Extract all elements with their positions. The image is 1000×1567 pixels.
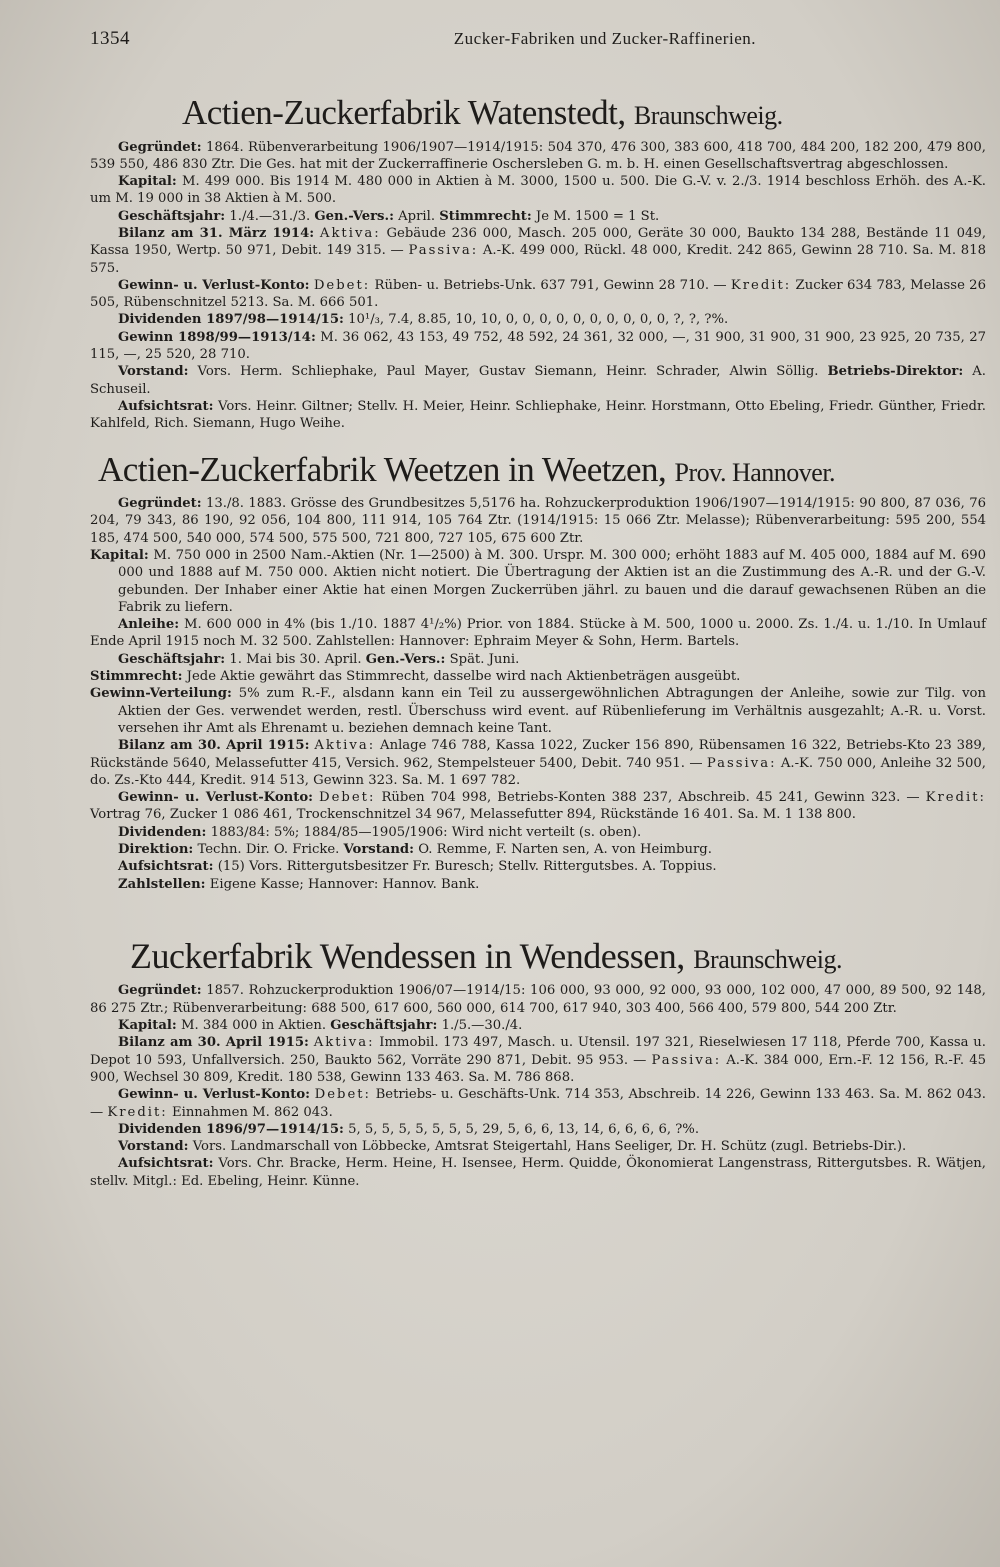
passiva-label: Passiva:	[706, 755, 777, 771]
entry-gewinn-verlust	[90, 789, 986, 824]
entry-text: Betriebs- u. Geschäfts-Unk. 714 353, Abschreib. 14 226, Gewinn 133 463. Sa. M. 862 043. —	[90, 1087, 986, 1120]
entry-text: 10¹/₃, 7.4, 8.85, 10, 10, 0, 0, 0, 0, 0, 0, 0, 0, 0, 0, ?, ?, ?%.	[348, 312, 729, 328]
entry-label: Dividenden 1897/98—1914/15:	[118, 312, 344, 328]
entry-label: Gegründet:	[118, 139, 202, 155]
entry-gewinn	[90, 329, 986, 364]
entry-text: M. 750 000 in 2500 Nam.-Aktien (Nr. 1—2500) à M. 300. Urspr. M. 300 000; erhöht 1883 auf M. 405 000, 1884 auf M. 690 000 und 1888 auf M. 750 000. Aktien nicht notiert. Die Übertragung der Aktien ist an die Zustimmung des A.-R. und der G.-V. gebunden. Der Inhaber einer Aktie hat einen Morgen Zuckerrüben jährl. zu bauen und die darauf gewachsenen Rüben an die Fabrik zu liefern.	[118, 547, 986, 615]
entry-text: 1883/84: 5%; 1884/85—1905/1906: Wird nicht verteilt (s. oben).	[210, 824, 642, 840]
entry-text: 1./5.—30./4.	[441, 1018, 523, 1034]
entry-stimmrecht	[90, 668, 986, 685]
entry-label: Bilanz am 31. März 1914:	[118, 225, 315, 241]
entry-text: 1./4.—31./3.	[229, 208, 311, 224]
entry-label: Geschäftsjahr:	[118, 208, 226, 224]
entry-text: Je M. 1500 = 1 St.	[535, 208, 660, 224]
entry-text: Eigene Kasse; Hannover: Hannov. Bank.	[209, 876, 480, 892]
entry-dividenden	[90, 824, 986, 841]
entry-text: O. Remme, F. Narten sen, A. von Heimburg.	[418, 841, 712, 857]
entry-aufsichtsrat	[90, 398, 986, 433]
entry-text: Spät. Juni.	[449, 651, 520, 667]
entry-text: Rüben 704 998, Betriebs-Konten 388 237, Abschreib. 45 241, Gewinn 323. —	[381, 790, 920, 806]
company-place: Braunschweig.	[693, 944, 842, 974]
entry-label: Vorstand:	[118, 364, 189, 380]
entry-gewinn-verteilung	[90, 685, 986, 737]
entry-kapital	[90, 1017, 986, 1034]
passiva-label: Passiva:	[408, 243, 479, 259]
entry-label: Gewinn- u. Verlust-Konto:	[118, 790, 313, 806]
company-name: Zuckerfabrik Wendessen in Wendessen,	[130, 935, 685, 976]
entry-label: Zahlstellen:	[118, 876, 206, 892]
entry-text: A.-K. 750 000, Anleihe 32 500, do. Zs.-Kto 444, Kredit. 914 513, Gewinn 323. Sa. M. 1 697 782.	[90, 755, 986, 788]
entry-label: Bilanz am 30. April 1915:	[118, 738, 310, 754]
entry-text: Zucker 634 783, Melasse 26 505, Rübenschnitzel 5213. Sa. M. 666 501.	[90, 277, 986, 311]
entry-label: Aufsichtsrat:	[118, 398, 214, 414]
entry-text: A. Schuseil.	[90, 364, 986, 397]
entry-text: 5, 5, 5, 5, 5, 5, 5, 5, 29, 5, 6, 6, 13, 14, 6, 6, 6, 6, ?%.	[348, 1121, 700, 1137]
debet-label: Debet:	[319, 790, 376, 806]
entry-text: Gebäude 236 000, Masch. 205 000, Geräte 30 000, Baukto 134 288, Bestände 11 049, Kassa 1950, Wertp. 50 971, Debit. 149 315. —	[90, 225, 987, 259]
entry-gewinn-verlust	[90, 277, 986, 312]
entry-direktion	[90, 841, 986, 858]
section-wendessen	[90, 982, 986, 1190]
entry-gegruendet	[90, 495, 986, 547]
entry-vorstand	[90, 363, 986, 398]
page-number: 1354	[90, 28, 130, 49]
entry-label: Gegründet:	[118, 496, 202, 512]
entry-gegruendet	[90, 139, 986, 174]
entry-anleihe	[90, 616, 986, 651]
entry-text: Einnahmen M. 862 043.	[171, 1104, 333, 1120]
entry-text: Immobil. 173 497, Masch. u. Utensil. 197 321, Rieselwiesen 17 118, Pferde 700, Kassa u. Depot 10 593, Unfallversich. 250, Baukto 562, Vorräte 290 871, Debit. 95 953. —	[90, 1035, 986, 1068]
entry-geschaeftsjahr	[90, 651, 986, 668]
section-weetzen	[90, 495, 986, 893]
entry-text: (15) Vors. Rittergutsbesitzer Fr. Buresch; Stellv. Rittergutsbes. A. Toppius.	[217, 859, 717, 875]
entry-text: Rüben- u. Betriebs-Unk. 637 791, Gewinn 28 710. —	[374, 277, 727, 293]
entry-label: Gen.-Vers.:	[314, 208, 394, 224]
entry-bilanz	[90, 1034, 986, 1086]
entry-label: Anleihe:	[118, 617, 180, 633]
debet-label: Debet:	[313, 277, 371, 293]
entry-text: 1. Mai bis 30. April.	[229, 651, 362, 667]
entry-label: Gewinn-Verteilung:	[90, 686, 232, 702]
entry-label: Gen.-Vers.:	[365, 651, 446, 667]
entry-text: 1864. Rübenverarbeitung 1906/1907—1914/1915: 504 370, 476 300, 383 600, 418 700, 484 200, 182 200, 479 800, 539 550, 486 830 Ztr. Die Ges. hat mit der Zuckerraffinerie Oschersleben G. m. b. H. einen Gesellschaftsvertrag abgeschlossen.	[90, 139, 986, 172]
entry-text: April.	[398, 208, 436, 224]
running-title: Zucker-Fabriken und Zucker-Raffinerien.	[453, 29, 756, 48]
entry-label: Kapital:	[118, 174, 177, 190]
entry-label: Geschäftsjahr:	[118, 651, 226, 667]
entry-label: Gewinn- u. Verlust-Konto:	[118, 277, 310, 293]
entry-kapital	[90, 547, 986, 616]
kredit-label: Kredit:	[730, 277, 792, 293]
entry-kapital	[90, 173, 986, 208]
entry-label: Aufsichtsrat:	[118, 1156, 214, 1172]
entry-text: M. 600 000 in 4% (bis 1./10. 1887 4¹/₂%) Prior. von 1884. Stücke à M. 500, 1000 u. 2000. Zs. 1./4. u. 1./10. In Umlauf Ende April 1915 noch M. 32 500. Zahlstellen: Hannover: Ephraim Meyer & Sohn, Herm. Bartels.	[90, 617, 986, 650]
entry-label: Betriebs-Direktor:	[827, 364, 964, 380]
section-title-wendessen	[130, 937, 986, 977]
entry-vorstand	[90, 1138, 986, 1155]
entry-text: Vors. Landmarschall von Löbbecke, Amtsrat Steigertahl, Hans Seeliger, Dr. H. Schütz (zugl. Betriebs-Dir.).	[192, 1139, 907, 1155]
section-watenstedt	[90, 139, 986, 433]
entry-text: Vors. Chr. Bracke, Herm. Heine, H. Isensee, Herm. Quidde, Ökonomierat Langenstrass, Rittergutsbes. R. Wätjen, stellv. Mitgl.: Ed. Ebeling, Heinr. Künne.	[90, 1156, 986, 1189]
running-header	[90, 28, 756, 50]
entry-label: Direktion:	[118, 841, 194, 857]
entry-label: Vorstand:	[118, 1139, 189, 1155]
entry-aufsichtsrat	[90, 1155, 986, 1190]
entry-bilanz	[90, 737, 986, 789]
entry-label: Bilanz am 30. April 1915:	[118, 1035, 309, 1051]
entry-label: Stimmrecht:	[90, 669, 183, 685]
kredit-label: Kredit:	[925, 790, 986, 806]
entry-text: M. 384 000 in Aktien.	[180, 1018, 327, 1034]
entry-gegruendet	[90, 982, 986, 1017]
entry-gewinn-verlust	[90, 1086, 986, 1121]
entry-text: Jede Aktie gewährt das Stimmrecht, dasselbe wird nach Aktienbeträgen ausgeübt.	[186, 669, 741, 685]
entry-label: Dividenden 1896/97—1914/15:	[118, 1121, 344, 1137]
company-name: Actien-Zuckerfabrik Weetzen in Weetzen,	[98, 449, 667, 489]
kredit-label: Kredit:	[107, 1104, 168, 1120]
entry-label: Gewinn 1898/99—1913/14:	[118, 329, 316, 345]
entry-text: A.-K. 499 000, Rückl. 48 000, Kredit. 242 865, Gewinn 28 710. Sa. M. 818 575.	[90, 243, 986, 276]
company-place: Prov. Hannover.	[674, 457, 836, 487]
entry-aufsichtsrat	[90, 858, 986, 875]
entry-label: Kapital:	[118, 1018, 177, 1034]
entry-label: Dividenden:	[118, 824, 207, 840]
entry-geschaeftsjahr	[90, 208, 986, 225]
passiva-label: Passiva:	[651, 1052, 722, 1068]
entry-text: 13./8. 1883. Grösse des Grundbesitzes 5,5176 ha. Rohzuckerproduktion 1906/1907—1914/1915: 90 800, 87 036, 76 204, 79 343, 86 190, 92 056, 104 800, 111 914, 105 764 Ztr. (1914/1915: 15 066 Ztr. Melasse); Rübenverarbeitung: 595 200, 554 185, 474 500, 540 000, 574 500, 575 500, 721 800, 727 105, 675 600 Ztr.	[90, 496, 986, 546]
entry-text: 1857. Rohzuckerproduktion 1906/07—1914/15: 106 000, 93 000, 92 000, 93 000, 102 000, 47 000, 89 500, 92 148, 86 275 Ztr.; Rübenverarbeitung: 688 500, 617 600, 560 000, 614 700, 617 940, 303 400, 566 400, 579 800, 544 200 Ztr.	[90, 983, 986, 1016]
entry-text: Anlage 746 788, Kassa 1022, Zucker 156 890, Rübensamen 16 322, Betriebs-Kto 23 389, Rückstände 5640, Melassefutter 415, Versich. 962, Stempelsteuer 5400, Debit. 740 951. —	[90, 738, 986, 771]
entry-label: Aufsichtsrat:	[118, 859, 214, 875]
aktiva-label: Aktiva:	[314, 738, 376, 754]
entry-text: Techn. Dir. O. Fricke.	[197, 841, 340, 857]
debet-label: Debet:	[314, 1087, 371, 1103]
entry-label: Kapital:	[90, 547, 149, 563]
aktiva-label: Aktiva:	[313, 1035, 375, 1051]
company-place: Braunschweig.	[633, 101, 783, 130]
entry-text: 5% zum R.-F., alsdann kann ein Teil zu aussergewöhnlichen Abtragungen der Anleihe, sowie zur Tilg. von Aktien der Ges. verwendet werden, restl. Überschuss wird event. auf Rübenlieferung im Verhältnis ausgezahlt; A.-R. u. Vorst. versehen ihr Amt als Ehrenamt u. beziehen demnach keine Tant.	[118, 686, 986, 736]
entry-text: M. 499 000. Bis 1914 M. 480 000 in Aktien à M. 3000, 1500 u. 500. Die G.-V. v. 2./3. 1914 beschloss Erhöh. des A.-K. um M. 19 000 in 38 Aktien à M. 500.	[90, 174, 986, 207]
entry-label: Geschäftsjahr:	[330, 1018, 438, 1034]
entry-dividenden	[90, 1121, 986, 1138]
entry-label: Stimmrecht:	[439, 208, 532, 224]
entry-text: A.-K. 384 000, Ern.-F. 12 156, R.-F. 45 900, Wechsel 30 809, Kredit. 180 538, Gewinn 133 463. Sa. M. 786 868.	[90, 1052, 986, 1085]
entry-text: Vors. Heinr. Giltner; Stellv. H. Meier, Heinr. Schliephake, Heinr. Horstmann, Otto Ebeling, Friedr. Günther, Friedr. Kahlfeld, Rich. Siemann, Hugo Weihe.	[90, 398, 986, 432]
entry-text: Vortrag 76, Zucker 1 086 461, Trockenschnitzel 34 967, Melassefutter 894, Rückstände 16 401. Sa. M. 1 138 800.	[90, 807, 856, 823]
section-title-watenstedt	[182, 94, 986, 133]
entry-zahlstellen	[90, 876, 986, 893]
entry-dividenden	[90, 311, 986, 328]
aktiva-label: Aktiva:	[319, 225, 381, 241]
company-name: Actien-Zuckerfabrik Watenstedt,	[182, 93, 626, 132]
entry-bilanz	[90, 225, 986, 277]
section-title-weetzen	[98, 451, 986, 490]
entry-text: M. 36 062, 43 153, 49 752, 48 592, 24 361, 32 000, —, 31 900, 31 900, 31 900, 23 925, 20 735, 27 115, —, 25 520, 28 710.	[90, 329, 986, 363]
entry-text: Vors. Herm. Schliephake, Paul Mayer, Gustav Siemann, Heinr. Schrader, Alwin Söllig.	[197, 364, 819, 380]
entry-label: Gewinn- u. Verlust-Konto:	[118, 1087, 311, 1103]
entry-label: Gegründet:	[118, 983, 202, 999]
entry-label: Vorstand:	[343, 841, 415, 857]
